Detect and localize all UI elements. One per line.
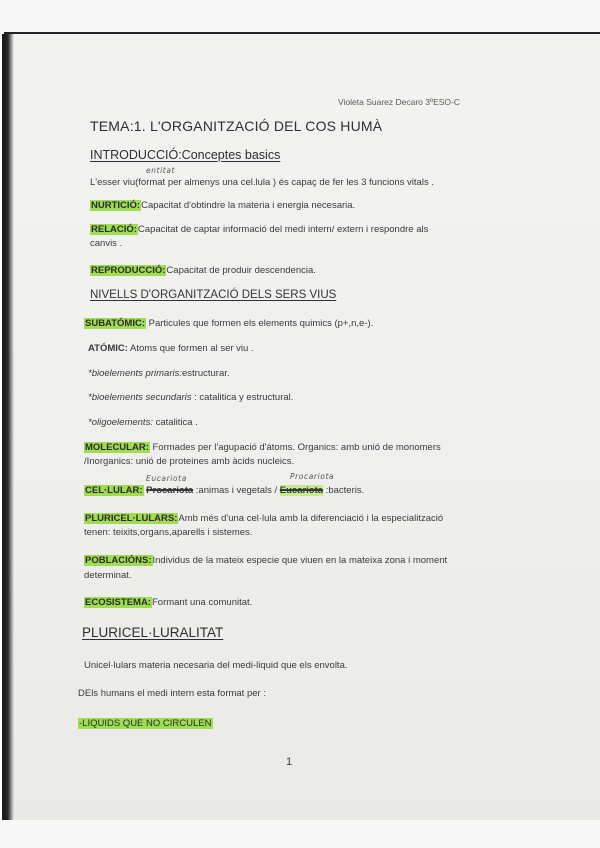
handwritten-annotation-entitat: entitat <box>146 166 176 175</box>
cellular-end-text: :bacteris. <box>323 485 365 496</box>
bioelements-secundaris-term: *bioelements secundaris <box>88 392 192 403</box>
pluricellulars-term: PLURICEL·LULARS: <box>85 513 178 524</box>
handwritten-annotation-procariota: Procariota <box>290 472 335 481</box>
page-number: 1 <box>286 756 293 768</box>
reproduccio-text: Capacitat de produir descendencia. <box>166 265 316 276</box>
relacio-text-cont: canvis . <box>90 238 123 249</box>
author-line: Violeta Suarez Decaro 3ºESO-C <box>338 97 461 107</box>
molecular-term: MOLECULAR: <box>85 442 149 453</box>
atomic-text: Atoms que formen al ser viu . <box>127 343 254 354</box>
ecosistema-term: ECOSISTEMA: <box>85 597 151 608</box>
oligoelements-term: *oligoelements: <box>88 417 153 428</box>
intro-heading: INTRODUCCIÓ:Conceptes basics <box>90 148 281 162</box>
pluricellulars-text: Amb més d'una cel·lula amb la diferenciació i la especialització <box>178 513 444 524</box>
molecular-text-cont: /Inorganics: unió de proteines amb àcids nucleics. <box>84 456 295 467</box>
cellular-struck-procariota: Procariota <box>146 485 194 496</box>
poblacions-term: POBLACIÓNS: <box>85 555 152 566</box>
intro-line: L'esser viu(format per almenys una cel.lula ) és capaç de fer les 3 funcions vitals . <box>90 177 434 188</box>
molecular-row <box>84 441 441 454</box>
reproduccio-row <box>90 264 316 277</box>
nutricio-row <box>90 199 355 212</box>
reproduccio-term: REPRODUCCIÓ: <box>91 265 166 276</box>
poblacions-text-cont: determinat. <box>84 570 132 581</box>
cellular-row <box>84 484 364 497</box>
relacio-term: RELACIÓ: <box>91 224 137 235</box>
photo-background-top <box>0 0 600 36</box>
relacio-row <box>90 223 428 236</box>
molecular-text: Formades per l'agupació d'átoms. Organics: amb unió de monomers <box>149 442 441 453</box>
pluricellulars-text-cont: tenen: teixits,organs,aparells i sistemes. <box>84 527 253 538</box>
oligoelements-row <box>88 416 198 429</box>
cellular-mid-text: :animas i vegetals / <box>193 485 280 496</box>
page-title: TEMA:1. L'ORGANITZACIÓ DEL COS HUMÀ <box>90 118 383 134</box>
atomic-row <box>88 342 254 355</box>
handwritten-annotation-eucariota: Eucariota <box>146 474 187 483</box>
bioelements-secundaris-text: : catalitica y estructural. <box>191 392 294 403</box>
pluricellulars-row <box>84 512 443 525</box>
pluricellularitat-heading: PLURICEL·LURALITAT <box>82 625 224 640</box>
subatomic-row <box>84 317 373 330</box>
ecosistema-row <box>84 596 252 609</box>
liquids-highlight: -LIQUIDS QUE NO CIRCULEN <box>79 718 212 729</box>
nutricio-text: Capacitat d'obtindre la materia i energia necesaria. <box>141 200 356 211</box>
photo-background-bottom <box>0 820 600 848</box>
bioelements-primaris-row <box>88 367 230 380</box>
bioelements-primaris-text: estructurar. <box>181 368 230 379</box>
nutricio-term: NURTICIÓ: <box>91 200 141 211</box>
cellular-term: CEL·LULAR: <box>85 485 143 496</box>
subatomic-term: SUBATÓMIC: <box>85 318 145 329</box>
subatomic-text: Particules que formen els elements quimics (p+,n,e-). <box>145 318 374 329</box>
document-page <box>4 34 600 822</box>
oligoelements-text: catalitica . <box>152 417 198 428</box>
bioelements-primaris-term: *bioelements primaris: <box>88 368 182 379</box>
levels-heading: NIVELLS D'ORGANITZACIÓ DELS SERS VIUS <box>90 289 337 301</box>
relacio-text: Capacitat de captar informació del medi intern/ extern i respondre als <box>137 224 429 235</box>
atomic-term: ATÓMIC: <box>88 343 128 354</box>
ecosistema-text: Formant una comunitat. <box>151 597 253 608</box>
pluri-line-2: DEls humans el medi intern esta format per : <box>78 688 266 699</box>
poblacions-text: Individus de la mateix especie que viuen en la mateixa zona i moment <box>152 555 448 566</box>
pluri-line-1: Unicel·lulars materia necesaria del medi-liquid que els envolta. <box>84 660 348 671</box>
bioelements-secundaris-row <box>88 391 293 404</box>
pluri-line-3 <box>78 717 213 730</box>
poblacions-row <box>84 554 447 567</box>
cellular-struck-eucariota: Eucariota <box>279 485 324 496</box>
